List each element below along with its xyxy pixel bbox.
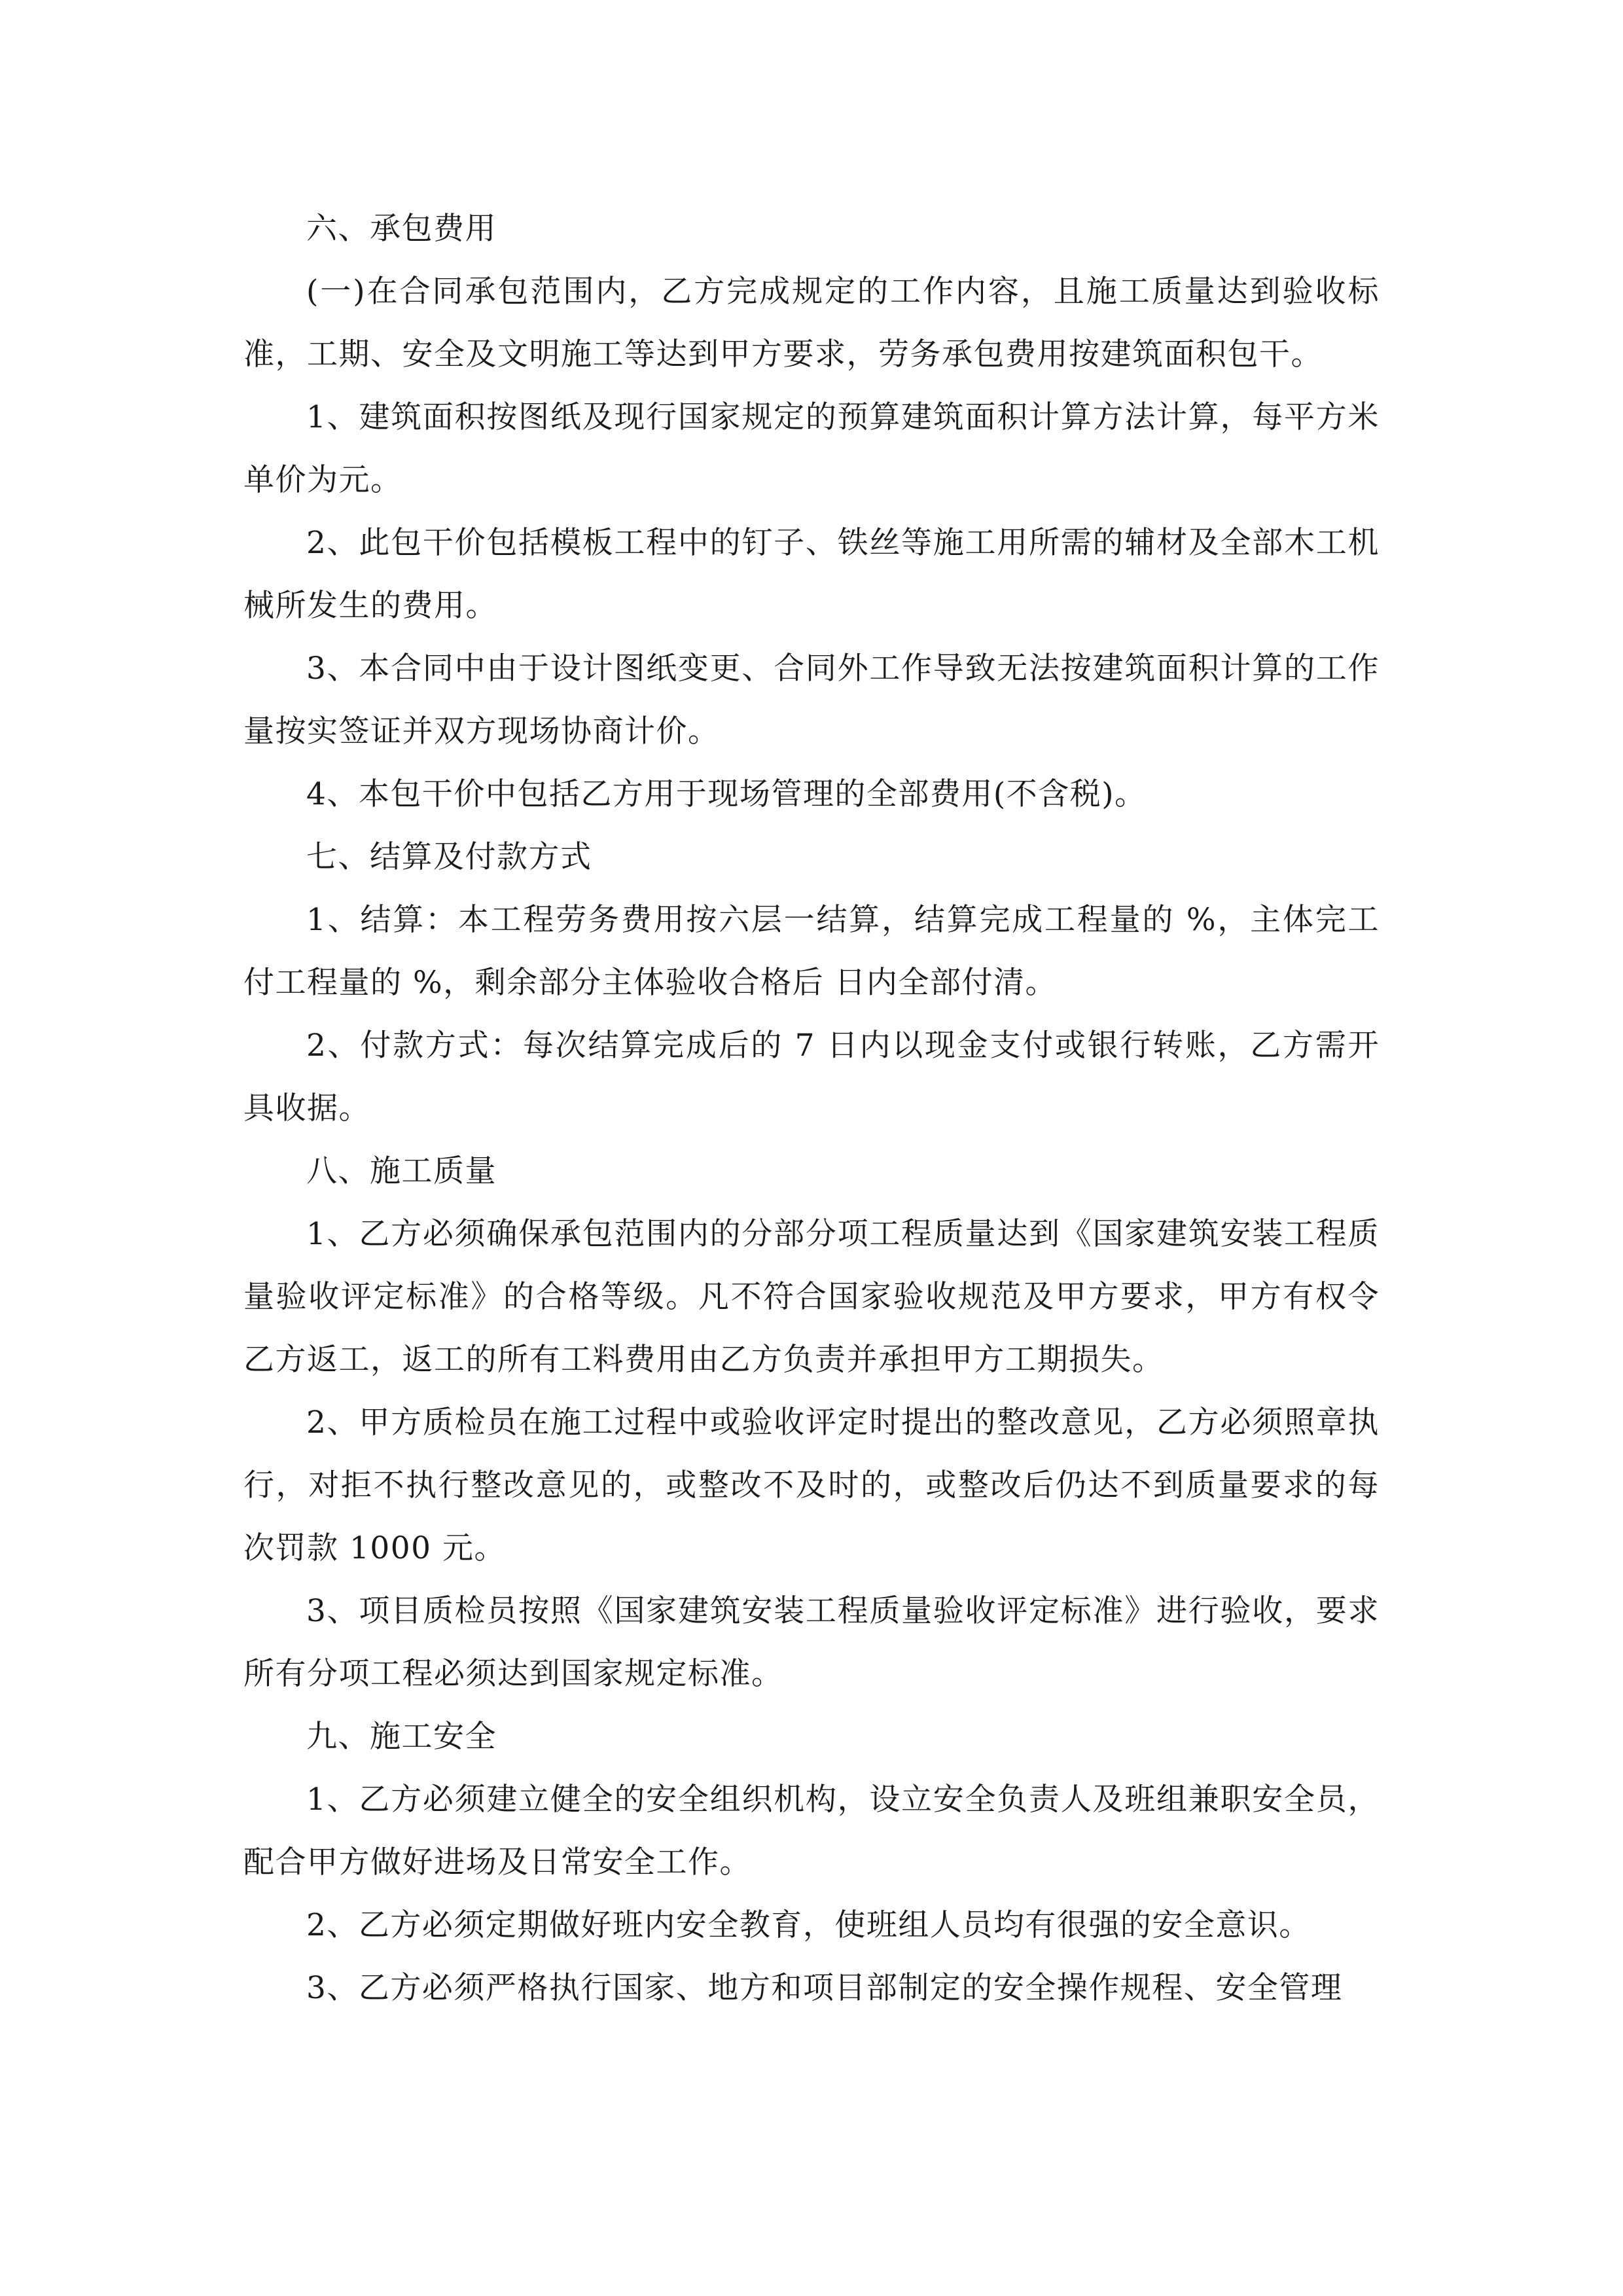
paragraph: 2、乙方必须定期做好班内安全教育，使班组人员均有很强的安全意识。 xyxy=(306,1907,1311,1943)
section-heading-settlement: 七、结算及付款方式 xyxy=(306,839,592,875)
paragraph: (一)在合同承包范围内，乙方完成规定的工作内容，且施工质量达到验收标准，工期、安全及文明施工等达到甲方要求，劳务承包费用按建筑面积包干。 xyxy=(243,274,1380,372)
paragraph: 1、建筑面积按图纸及现行国家规定的预算建筑面积计算方法计算，每平方米单价为元。 xyxy=(243,399,1380,498)
paragraph: 1、乙方必须建立健全的安全组织机构，设立安全负责人及班组兼职安全员，配合甲方做好进场及日常安全工作。 xyxy=(243,1782,1380,1880)
paragraph: 3、项目质检员按照《国家建筑安装工程质量验收评定标准》进行验收，要求所有分项工程必须达到国家规定标准。 xyxy=(243,1593,1380,1692)
paragraph: 2、此包干价包括模板工程中的钉子、铁丝等施工用所需的辅材及全部木工机械所发生的费用。 xyxy=(243,525,1380,624)
paragraph: 3、本合同中由于设计图纸变更、合同外工作导致无法按建筑面积计算的工作量按实签证并双方现场协商计价。 xyxy=(243,651,1380,749)
paragraph: 3、乙方必须严格执行国家、地方和项目部制定的安全操作规程、安全管理 xyxy=(306,1970,1343,2006)
section-heading-fee: 六、承包费用 xyxy=(306,211,497,247)
paragraph: 2、甲方质检员在施工过程中或验收评定时提出的整改意见，乙方必须照章执行，对拒不执行整改意见的，或整改不及时的，或整改后仍达不到质量要求的每次罚款 1000 元。 xyxy=(243,1405,1380,1566)
paragraph: 1、结算：本工程劳务费用按六层一结算，结算完成工程量的 %，主体完工付工程量的 %，剩余部分主体验收合格后 日内全部付清。 xyxy=(243,902,1380,1001)
paragraph: 4、本包干价中包括乙方用于现场管理的全部费用(不含税)。 xyxy=(306,776,1147,812)
section-heading-quality: 八、施工质量 xyxy=(306,1153,497,1189)
section-heading-safety: 九、施工安全 xyxy=(306,1719,497,1755)
paragraph: 1、乙方必须确保承包范围内的分部分项工程质量达到《国家建筑安装工程质量验收评定标准》的合格等级。凡不符合国家验收规范及甲方要求，甲方有权令乙方返工，返工的所有工料费用由乙方负责并承担甲方工期损失。 xyxy=(243,1216,1380,1378)
paragraph: 2、付款方式：每次结算完成后的 7 日内以现金支付或银行转账，乙方需开具收据。 xyxy=(243,1028,1380,1126)
document-body xyxy=(243,198,1380,2020)
